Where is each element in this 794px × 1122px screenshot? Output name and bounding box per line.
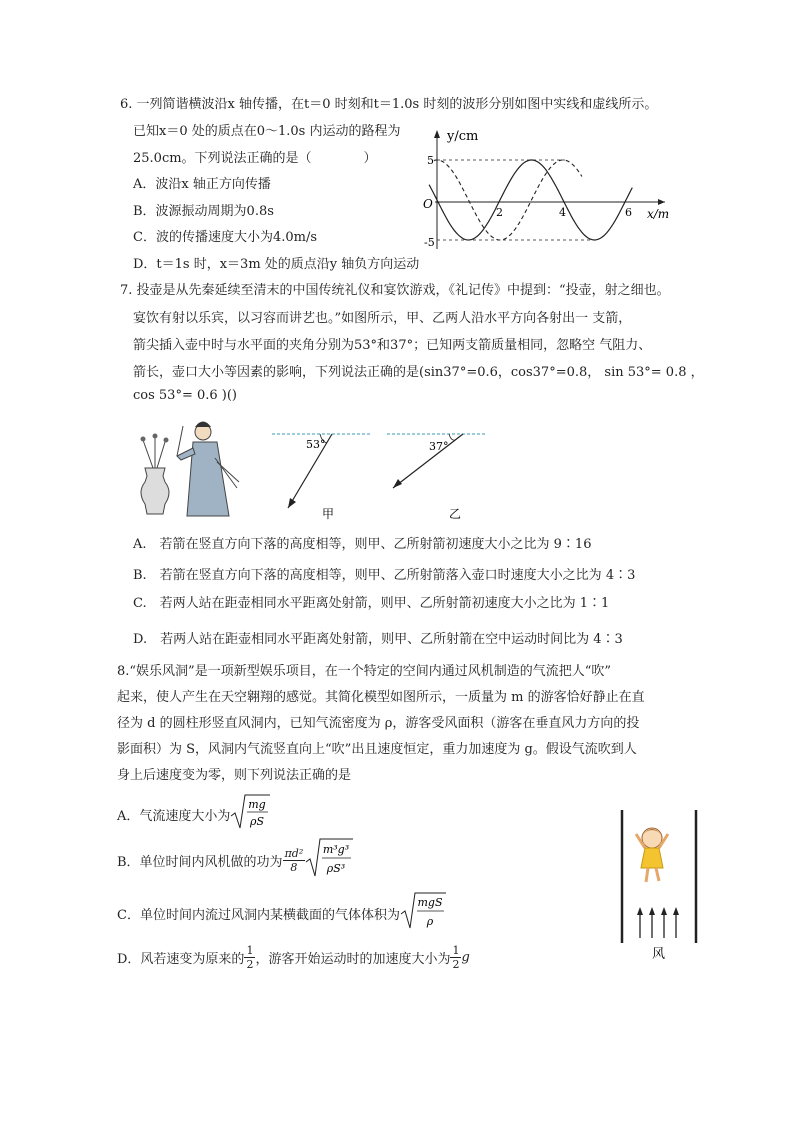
arrow-head-a-icon — [288, 498, 296, 508]
label-jia: 甲 — [322, 507, 335, 521]
frac-d1-num: 1 — [246, 944, 254, 957]
dashed-wave-curve — [434, 160, 582, 240]
label-yi: 乙 — [449, 507, 462, 521]
sqrt-b — [305, 838, 353, 882]
q7-option-d: D. 若两人站在距壶相同水平距离处射箭，则甲、乙所射箭在空中运动时间比为 4∶3 — [133, 632, 623, 647]
origin-label: O — [423, 197, 433, 211]
q7-stem-line2: 宴饮有射以乐宾，以习容而讲艺也。”如图所示，甲、乙两人沿水平方向各射出一 支箭， — [133, 311, 632, 326]
q7-stem-line5: cos 53°= 0.6 )() — [133, 388, 237, 403]
sqrt-c — [400, 892, 446, 934]
x-tick-2: 2 — [496, 206, 503, 219]
x-tick-4: 4 — [559, 206, 566, 219]
arrow-feather-3 — [164, 438, 169, 443]
q8-option-a-text: A．气流速度大小为 — [117, 808, 231, 824]
q8-stem-line1: 8.“娱乐风洞”是一项新型娱乐项目，在一个特定的空间内通过风机制造的气流把人“吹” — [117, 664, 611, 679]
touhu-illustration — [125, 418, 245, 523]
arrow-in-vase-3 — [157, 442, 165, 468]
q7-stem-line1: 7. 投壶是从先秦延续至清末的中国传统礼仪和宴饮游戏，《礼记传》中提到：“投壶，射之细也。 — [120, 283, 670, 298]
wind-label: 风 — [652, 947, 666, 962]
held-arrow — [177, 426, 183, 456]
q8-option-c — [117, 892, 446, 934]
q8-option-b — [117, 838, 353, 882]
sqrt-a-num: mg — [248, 798, 267, 811]
sqrt-a — [230, 794, 270, 834]
frac-b-den: 8 — [290, 860, 298, 874]
arrow-feather-1 — [141, 437, 146, 442]
sqrt-b-den: ρS³ — [327, 862, 346, 875]
q8-stem-line4: 影面积）为 S，风洞内气流竖直向上“吹”出且速度恒定，重力加速度为 g。假设气流吹到人 — [117, 742, 637, 757]
arrow-diagram-a — [270, 428, 380, 523]
arrow-diagram-b — [385, 428, 495, 523]
frac-d2 — [450, 944, 461, 971]
sqrt-c-symbol — [400, 892, 446, 930]
angle-label-b: 37° — [429, 440, 449, 453]
angle-arc-b — [449, 434, 455, 440]
x-axis-label: x/m — [647, 207, 670, 221]
q6-option-d: D．t＝1s 时，x＝3m 处的质点沿y 轴负方向运动 — [133, 257, 420, 272]
q8-option-d — [117, 944, 470, 971]
girl-icon — [636, 828, 668, 882]
solid-wave-curve — [429, 160, 632, 240]
angle-label-a: 53° — [306, 438, 326, 451]
arrow-head-b-icon — [393, 479, 402, 488]
y-axis-label: y/cm — [447, 129, 479, 144]
q6-stem-line3: 25.0cm。下列说法正确的是（ ） — [133, 151, 377, 166]
sqrt-c-num: mgS — [417, 896, 443, 909]
y-axis-arrow-icon — [434, 130, 440, 138]
sqrt-a-den: ρS — [250, 815, 265, 828]
q7-option-a: A. 若箭在竖直方向下落的高度相等，则甲、乙所射箭初速度大小之比为 9∶16 — [133, 537, 592, 552]
frac-d2-den: 2 — [452, 958, 460, 971]
q8-option-b-text: B．单位时间内风机做的功为 — [117, 854, 283, 870]
wind-tunnel-figure — [612, 808, 702, 968]
q7-option-c: C. 若两人站在距壶相同水平距离处射箭，则甲、乙所射箭初速度大小之比为 1∶1 — [133, 596, 610, 611]
x-tick-6: 6 — [625, 206, 632, 219]
x-axis-arrow-icon — [658, 199, 665, 205]
frac-d1-den: 2 — [246, 958, 254, 971]
q8-option-d-g: g — [461, 950, 470, 965]
wind-arrows-icon — [637, 907, 679, 938]
arrow-feather-2 — [153, 434, 158, 439]
q6-stem-line2: 已知x＝0 处的质点在0～1.0s 内运动的路程为 — [133, 124, 401, 139]
y-tick-neg5: -5 — [424, 236, 435, 249]
q8-stem-line2: 起来，使人产生在天空翱翔的感觉。其简化模型如图所示，一质量为 m 的游客恰好静止在直 — [117, 690, 645, 705]
y-tick-5: 5 — [427, 154, 434, 167]
q6-option-b: B．波源振动周期为0.8s — [133, 204, 274, 219]
wave-graph — [415, 124, 675, 254]
sqrt-b-num: m³g³ — [323, 843, 350, 856]
frac-b-num: πd² — [284, 846, 304, 860]
q7-stem-line3: 箭尖插入壶中时与水平面的夹角分别为53°和37°；已知两支箭质量相同，忽略空 气阻力、 — [133, 338, 652, 353]
arrow-line-b — [393, 434, 463, 488]
q7-option-b: B. 若箭在竖直方向下落的高度相等，则甲、乙所射箭落入壶口时速度大小之比为 4∶3 — [133, 568, 636, 583]
q8-option-c-text: C．单位时间内流过风洞内某横截面的气体体积为 — [117, 907, 400, 923]
frac-d2-num: 1 — [452, 944, 460, 957]
q8-option-d-text1: D．风若速变为原来的 — [117, 952, 245, 967]
person-hair — [195, 422, 211, 428]
q8-option-d-text2: ，游客开始运动时的加速度大小为 — [255, 952, 451, 967]
q6-option-c: C．波的传播速度大小为4.0m/s — [133, 230, 317, 245]
frac-d1 — [244, 944, 255, 971]
q8-stem-line5: 身上后速度变为零，则下列说法正确的是 — [117, 768, 352, 783]
q6-option-a: A．波沿x 轴正方向传播 — [133, 177, 271, 192]
q8-option-a — [117, 794, 270, 834]
q6-stem-line1: 6. 一列简谐横波沿x 轴传播，在t＝0 时刻和t＝1.0s 时刻的波形分别如图中实线和虚线所示。 — [120, 97, 658, 112]
vase-icon — [141, 468, 169, 514]
q7-stem-line4: 箭长，壶口大小等因素的影响，下列说法正确的是(sin37°=0.6，cos37°=0.8， sin 53°= 0.8 ， — [133, 365, 704, 380]
q8-stem-line3: 径为 d 的圆柱形竖直风洞内，已知气流密度为 ρ，游客受风面积（游客在垂直风力方向的投 — [117, 716, 640, 731]
arrow-in-vase-1 — [143, 440, 153, 468]
frac-b — [283, 847, 306, 874]
sqrt-a-symbol — [230, 794, 270, 830]
sqrt-c-den: ρ — [426, 915, 434, 928]
sqrt-b-symbol — [305, 838, 353, 878]
